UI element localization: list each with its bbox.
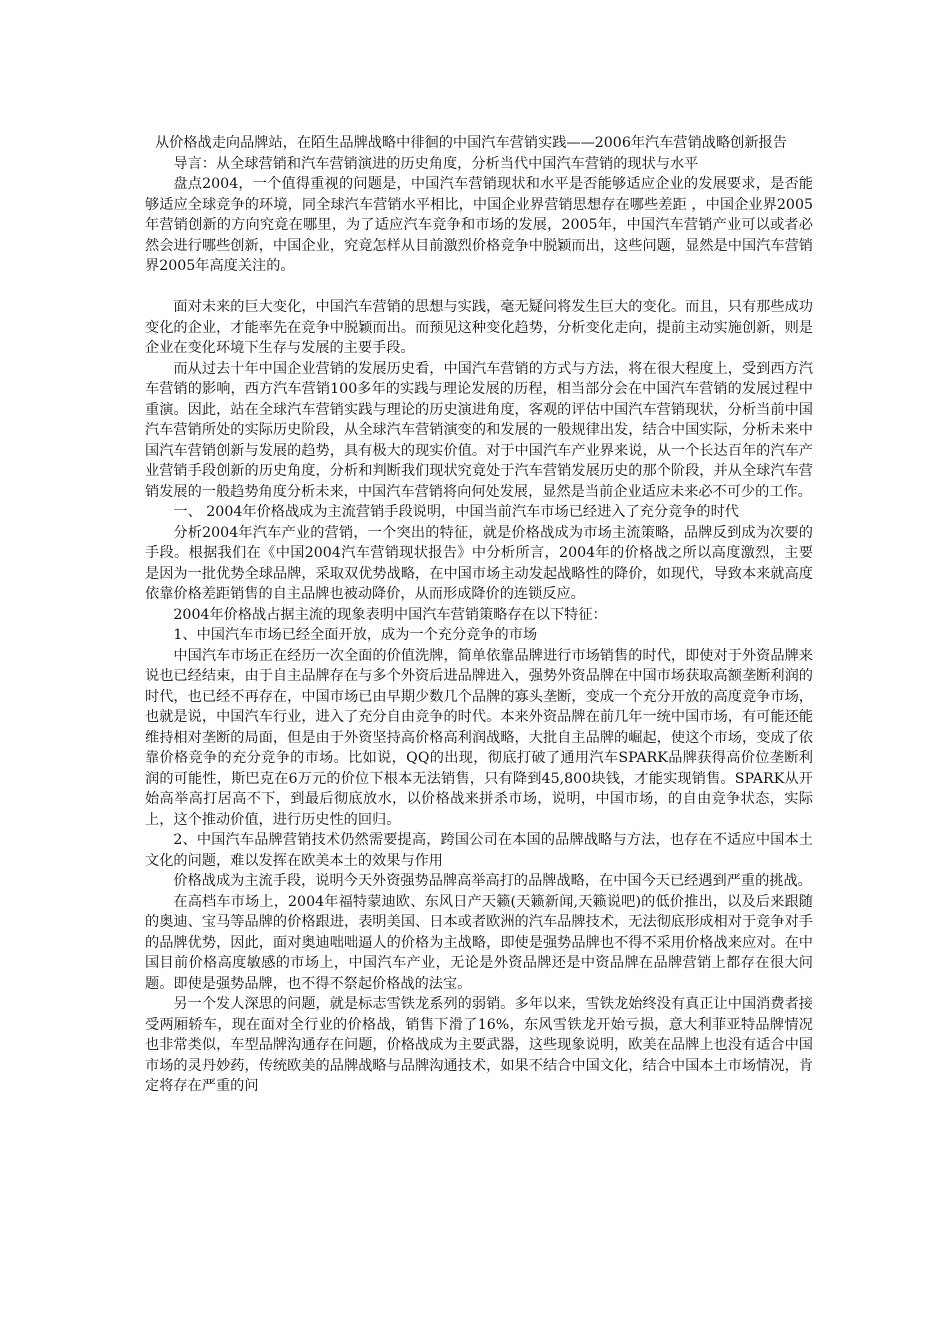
document-title: 从价格战走向品牌站，在陌生品牌战略中徘徊的中国汽车营销实践——2006年汽车营销战略创新报告: [154, 135, 787, 151]
paragraph: 分析2004年汽车产业的营销，一个突出的特征，就是价格战成为市场主流策略，品牌反到成为次要的手段。根据我们在《中国2004汽车营销现状报告》中分析所言，2004年的价格战之所以高度激烈，主要是因为一批优势全球品牌，采取双优势战略，在中国市场主动发起战略性的降价，如现代，导致本来就高度依靠价格差距销售的自主品牌也被动降价，从而形成降价的连锁反应。: [145, 524, 813, 602]
paragraph: 在高档车市场上，2004年福特蒙迪欧、东风日产天籁(天籁新闻,天籁说吧)的低价推出，以及后来跟随的奥迪、宝马等品牌的价格跟进，表明美国、日本或者欧洲的汽车品牌技术，无法彻底形成相对于竞争对手的品牌优势，因此，面对奥迪咄咄逼人的价格为主战略，即使是强势品牌也不得不采用价格战来应对。在中国目前价格高度敏感的市场上，中国汽车产业，无论是外资品牌还是中资品牌在品牌营销上都存在很大问题。即使是强势品牌，也不得不祭起价格战的法宝。: [145, 893, 813, 992]
subsection-heading: 2、中国汽车品牌营销技术仍然需要提高，跨国公司在本国的品牌战略与方法，也存在不适应中国本土文化的问题，难以发挥在欧美本土的效果与作用: [145, 832, 813, 869]
section-heading: 一、 2004年价格战成为主流营销手段说明，中国当前汽车市场已经进入了充分竞争的时代: [173, 504, 739, 520]
paragraph: 价格战成为主流手段，说明今天外资强势品牌高举高打的品牌战略，在中国今天已经遇到严重的挑战。: [173, 873, 812, 889]
document-body: [145, 133, 813, 1097]
subsection-heading: 1、中国汽车市场已经全面开放，成为一个充分竞争的市场: [173, 627, 538, 643]
paragraph: 盘点2004，一个值得重视的问题是，中国汽车营销现状和水平是否能够适应企业的发展要求，是否能够适应全球竞争的环境，同全球汽车营销水平相比，中国企业界营销思想存在哪些差距 ，中国企业界2005年营销创新的方向究竟在哪里，为了适应汽车竞争和市场的发展，2005年，中国汽车营销产业可以或者必然会进行哪些创新，中国企业，究竟怎样从目前激烈价格竞争中脱颖而出，这些问题，显然是中国汽车营销界2005年高度关注的。: [145, 176, 813, 274]
paragraph: 而从过去十年中国企业营销的发展历史看，中国汽车营销的方式与方法，将在很大程度上，受到西方汽车营销的影响，西方汽车营销100多年的实践与理论发展的历程，相当部分会在中国汽车营销的发展过程中重演。因此，站在全球汽车营销实践与理论的历史演进角度，客观的评估中国汽车营销现状，分析当前中国汽车营销所处的实际历史阶段，从全球汽车营销演变的和发展的一般规律出发，结合中国实际，分析未来中国汽车营销创新与发展的趋势，具有极大的现实价值。对于中国汽车产业界来说，从一个长达百年的汽车产业营销手段创新的历史角度，分析和判断我们现状究竟处于汽车营销发展历史的那个阶段，并从全球汽车营销发展的一般趋势角度分析未来，中国汽车营销将向何处发展，显然是当前企业适应未来必不可少的工作。: [145, 360, 813, 500]
paragraph: 2004年价格战占据主流的现象表明中国汽车营销策略存在以下特征：: [173, 606, 607, 623]
paragraph: 面对未来的巨大变化，中国汽车营销的思想与实践，毫无疑问将发生巨大的变化。而且，只有那些成功变化的企业，才能率先在竞争中脱颖而出。而预见这种变化趋势，分析变化走向，提前主动实施创新，则是企业在变化环境下生存与发展的主要手段。: [145, 299, 813, 356]
paragraph: 另一个发人深思的问题，就是标志雪铁龙系列的弱销。多年以来，雪铁龙始终没有真正让中国消费者接受两厢轿车，现在面对全行业的价格战，销售下滑了16%，东风雪铁龙开始亏损，意大利菲亚特品牌情况也非常类似，车型品牌沟通存在问题，价格战成为主要武器，这些现象说明，欧美在品牌上也没有适合中国市场的灵丹妙药，传统欧美的品牌战略与品牌沟通技术，如果不结合中国文化，结合中国本土市场情况，肯定将存在严重的问: [145, 996, 813, 1094]
paragraph-intro: 导言：从全球营销和汽车营销演进的历史角度，分析当代中国汽车营销的现状与水平: [173, 155, 699, 172]
blank-line: [145, 277, 813, 298]
paragraph: 中国汽车市场正在经历一次全面的价值洗牌，简单依靠品牌进行市场销售的时代，即使对于外资品牌来说也已经结束，由于自主品牌存在与多个外资后进品牌进入，强势外资品牌在中国市场获取高额垄断利润的时代，也已经不再存在，中国市场已由早期少数几个品牌的寡头垄断，变成一个充分开放的高度竞争市场，也就是说，中国汽车行业，进入了充分自由竞争的时代。本来外资品牌在前几年一统中国市场，有可能还能维持相对垄断的局面，但是由于外资坚持高价格高利润战略，大批自主品牌的崛起，使这个市场，变成了依靠价格竞争的充分竞争的市场。比如说，QQ的出现，彻底打破了通用汽车SPARK品牌获得高价位垄断利润的可能性，斯巴克在6万元的价位下根本无法销售，只有降到45,800块钱，才能实现销售。SPARK从开始高举高打居高不下，到最后彻底放水，以价格战来拼杀市场，说明，中国市场，的自由竞争状态，实际上，这个推动价值，进行历史性的回归。: [145, 647, 813, 828]
